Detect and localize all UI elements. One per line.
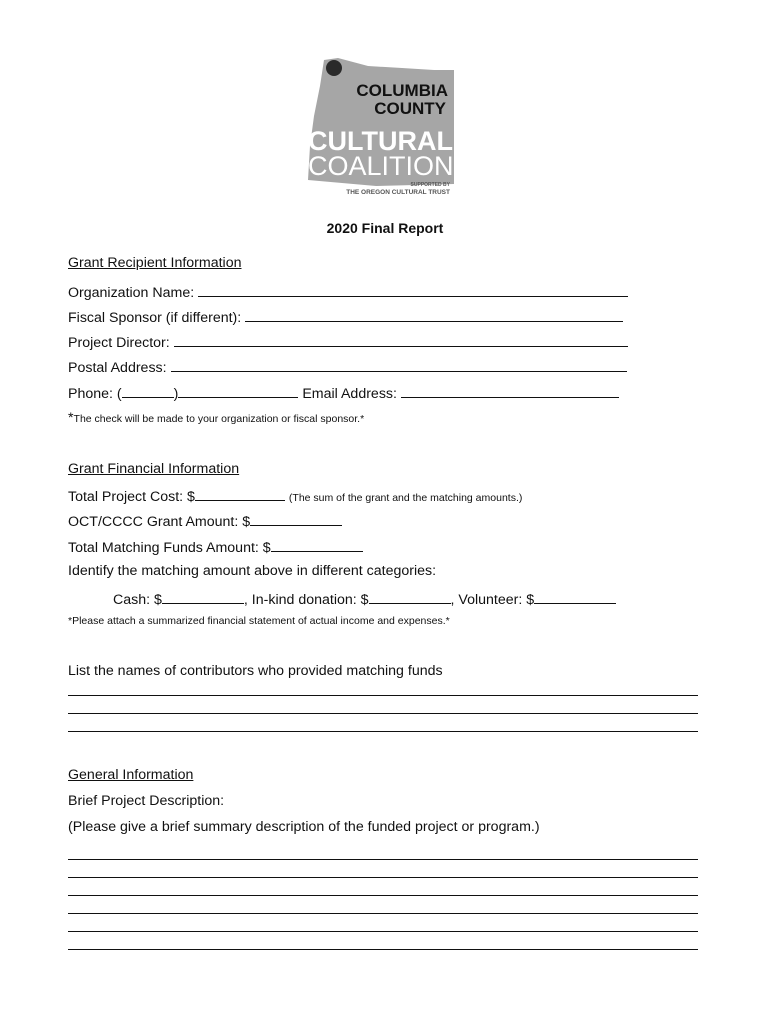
recipient-heading: Grant Recipient Information xyxy=(68,255,242,271)
phone-email-row xyxy=(68,383,619,402)
fiscal-sponsor-label: Fiscal Sponsor (if different): xyxy=(68,310,242,326)
total-project-cost-field[interactable] xyxy=(195,486,285,501)
financial-statement-note: *Please attach a summarized financial statement of actual income and expenses.* xyxy=(68,615,450,627)
matching-funds-row xyxy=(68,537,363,556)
general-heading: General Information xyxy=(68,767,194,783)
volunteer-label: , Volunteer: $ xyxy=(450,592,535,608)
cash-field[interactable] xyxy=(162,589,244,604)
email-field[interactable] xyxy=(401,383,619,398)
check-note xyxy=(68,410,364,426)
logo-line-3: CULTURAL xyxy=(308,126,453,156)
project-director-label: Project Director: xyxy=(68,335,170,351)
brief-description-instruction: (Please give a brief summary description of the funded project or program.) xyxy=(68,819,540,835)
inkind-field[interactable] xyxy=(369,589,451,604)
organization-name-row xyxy=(68,282,628,301)
contributors-line-3[interactable] xyxy=(68,731,698,732)
financial-heading: Grant Financial Information xyxy=(68,461,240,477)
cash-label: Cash: $ xyxy=(113,592,162,608)
location-dot-icon xyxy=(326,60,342,76)
organization-name-label: Organization Name: xyxy=(68,285,195,301)
description-line-2[interactable] xyxy=(68,877,698,878)
check-note-text: The check will be made to your organization or fiscal sponsor.* xyxy=(73,413,365,425)
description-line-4[interactable] xyxy=(68,913,698,914)
phone-paren-close: ) xyxy=(173,386,179,402)
grant-amount-label: OCT/CCCC Grant Amount: $ xyxy=(68,514,251,530)
description-line-5[interactable] xyxy=(68,931,698,932)
matching-funds-label: Total Matching Funds Amount: $ xyxy=(68,540,271,556)
organization-name-field[interactable] xyxy=(198,282,628,297)
description-line-3[interactable] xyxy=(68,895,698,896)
page-title: 2020 Final Report xyxy=(326,220,444,236)
project-director-field[interactable] xyxy=(174,332,628,347)
total-project-cost-note: (The sum of the grant and the matching amounts.) xyxy=(288,492,523,504)
fiscal-sponsor-row xyxy=(68,307,623,326)
email-label: Email Address: xyxy=(302,386,397,402)
description-line-6[interactable] xyxy=(68,949,698,950)
postal-address-field[interactable] xyxy=(171,357,627,372)
area-code-field[interactable] xyxy=(122,383,174,398)
contributors-label: List the names of contributors who provided matching funds xyxy=(68,663,443,679)
total-project-cost-label: Total Project Cost: $ xyxy=(68,489,195,505)
project-director-row xyxy=(68,332,628,351)
check-note-star: * xyxy=(68,410,74,426)
contributors-line-2[interactable] xyxy=(68,713,698,714)
volunteer-field[interactable] xyxy=(534,589,616,604)
matching-funds-field[interactable] xyxy=(271,537,363,552)
identify-categories-text: Identify the matching amount above in different categories: xyxy=(68,563,437,579)
oregon-state-shape-logo xyxy=(306,56,456,198)
postal-address-row xyxy=(68,357,627,376)
inkind-label: , In-kind donation: $ xyxy=(243,592,369,608)
contributors-line-1[interactable] xyxy=(68,695,698,696)
fiscal-sponsor-field[interactable] xyxy=(245,307,623,322)
grant-amount-field[interactable] xyxy=(250,511,342,526)
brief-description-label: Brief Project Description: xyxy=(68,793,225,809)
logo-line-1: COLUMBIA xyxy=(356,81,448,100)
postal-address-label: Postal Address: xyxy=(68,360,167,376)
grant-amount-row xyxy=(68,511,342,530)
matching-categories-row xyxy=(113,589,616,608)
phone-number-field[interactable] xyxy=(178,383,298,398)
logo-line-4: COALITION xyxy=(308,151,454,181)
total-project-cost-row xyxy=(68,486,522,505)
logo-line-2: COUNTY xyxy=(374,99,446,118)
logo-tagline-1: SUPPORTED BY xyxy=(410,182,450,188)
description-line-1[interactable] xyxy=(68,859,698,860)
phone-label: Phone: ( xyxy=(68,386,122,402)
logo-tagline-2: THE OREGON CULTURAL TRUST xyxy=(346,189,450,196)
columbia-county-cultural-coalition-logo xyxy=(306,56,456,198)
